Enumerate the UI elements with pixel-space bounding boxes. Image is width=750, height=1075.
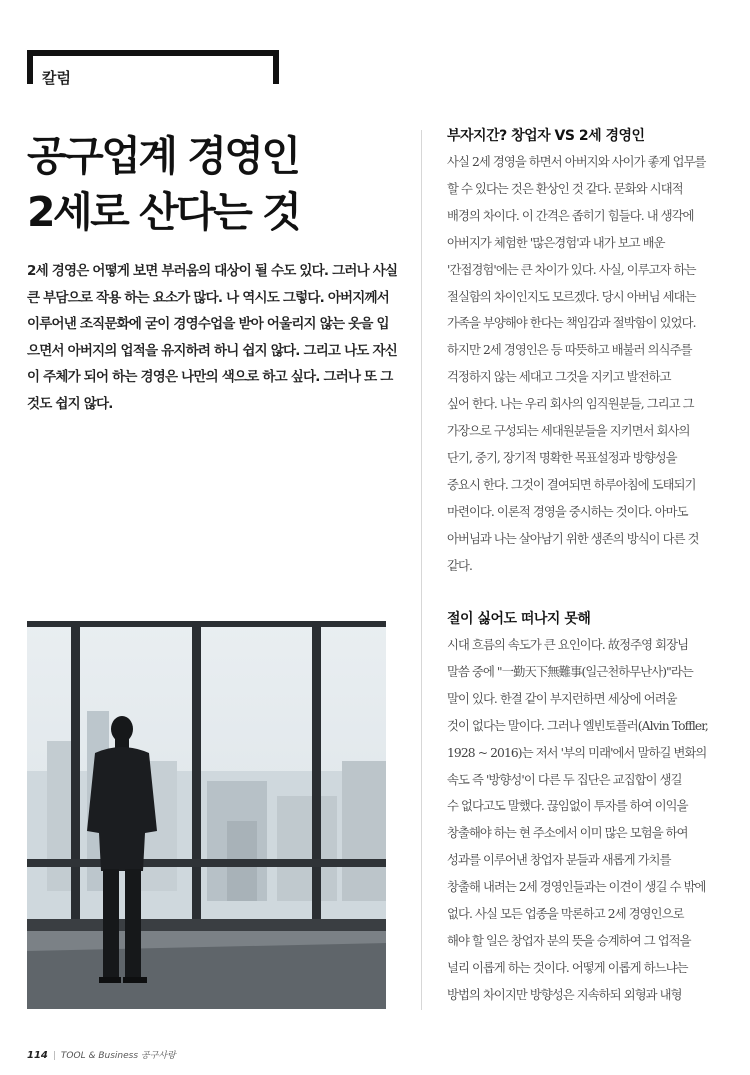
footer-separator: | <box>52 1051 56 1061</box>
section1-line: 가장으로 구성되는 세대원분들을 지키면서 회사의 <box>447 424 690 439</box>
section1-line: 가족을 부양해야 한다는 책임감과 절박함이 있었다. <box>447 316 696 331</box>
section-1-body <box>447 149 732 580</box>
section2-line: 방법의 차이지만 방향성은 지속하되 외형과 내형 <box>447 987 682 1002</box>
section2-line: 1928 ~ 2016)는 저서 '부의 미래'에서 말하길 변화의 <box>447 745 707 760</box>
section-1 <box>447 125 732 580</box>
section2-line: 수 없다고도 말했다. 끊임없이 투자를 하여 이익을 <box>447 799 688 814</box>
section2-line: 널리 이롭게 하는 것이다. 어떻게 이롭게 하느냐는 <box>447 960 688 975</box>
section2-line: 말이 있다. 한결 같이 부지런하면 세상에 어려울 <box>447 691 677 706</box>
section2-line: 해야 할 일은 창업자 분의 뜻을 승계하여 그 업적을 <box>447 933 691 948</box>
page-number: 114 <box>27 1050 48 1061</box>
section-1-heading: 부자지간? 창업자 VS 2세 경영인 <box>447 128 645 144</box>
section1-line: '간접경험'에는 큰 차이가 있다. 사실, 이루고자 하는 <box>447 262 696 277</box>
section1-line: 마련이다. 이론적 경영을 중시하는 것이다. 아마도 <box>447 504 688 519</box>
section1-line: 걱정하지 않는 세대고 그것을 지키고 발전하고 <box>447 370 671 385</box>
column-divider <box>421 130 422 1010</box>
section1-line: 절실함의 차이인지도 모르겠다. 당시 아버님 세대는 <box>447 289 696 304</box>
section1-line: 싶어 한다. 나는 우리 회사의 임직원분들, 그리고 그 <box>447 397 694 412</box>
section2-line: 말씀 중에 "一勤天下無難事(일근천하무난사)"라는 <box>447 664 693 679</box>
magazine-name: TOOL & Business 공구사랑 <box>60 1051 176 1061</box>
section2-line: 성과를 이루어낸 창업자 분들과 새롭게 가치를 <box>447 853 671 868</box>
section1-line: 아버지가 체험한 '많은경험'과 내가 보고 배운 <box>447 235 665 250</box>
section2-line: 속도 즉 '방향성'이 다른 두 집단은 교집합이 생길 <box>447 772 682 787</box>
section1-line: 같다. <box>447 558 472 573</box>
section1-line: 배경의 차이다. 이 간격은 좁히기 힘들다. 내 생각에 <box>447 208 694 223</box>
section1-line: 단기, 중기, 장기적 명확한 목표설정과 방향성을 <box>447 450 677 465</box>
article-title <box>27 128 397 240</box>
section2-line: 창출해 내려는 2세 경영인들과는 이견이 생길 수 밖에 <box>447 880 706 895</box>
section1-line: 아버님과 나는 살아남기 위한 생존의 방식이 다른 것 <box>447 531 699 546</box>
section2-line: 창출해야 하는 현 주소에서 이미 많은 모험을 하여 <box>447 826 688 841</box>
section2-line: 없다. 사실 모든 업종을 막론하고 2세 경영인으로 <box>447 907 684 922</box>
article-title-line-2: 2세로 산다는 것 <box>27 188 300 236</box>
article-title-line-1: 공구업계 경영인 <box>27 132 299 180</box>
section1-line: 하지만 2세 경영인은 등 따뜻하고 배불러 의식주를 <box>447 343 692 358</box>
section1-line: 사실 2세 경영을 하면서 아버지와 사이가 좋게 업무를 <box>447 155 706 169</box>
lead-paragraph: 2세 경영은 어떻게 보면 부러움의 대상이 될 수도 있다. 그러나 사실 큰 부담으로 작용 하는 요소가 많다. 나 역시도 그렇다. 아버지께서 이루어낸 조직문화에 굳이 경영수업을 받아 어울리지 않는 옷을 입으면서 아버지의 업적을 유지하려 하니 쉽지 않다. 그리고 나도 자신이 주체가 되어 하는 경영은 나만의 색으로 하고 싶다. 그러나 또 그것도 쉽지 않다. <box>27 263 398 412</box>
section-2-body <box>447 632 732 1009</box>
section-2-heading: 절이 싫어도 떠나지 못해 <box>447 611 591 627</box>
column-label: 칼럼 <box>42 69 71 87</box>
businessman-window-photo <box>27 621 386 1009</box>
section1-line: 중요시 한다. 그것이 결여되면 하루아침에 도태되기 <box>447 477 696 492</box>
section1-line: 할 수 있다는 것은 환상인 것 같다. 문화와 시대적 <box>447 181 683 196</box>
section-2 <box>447 608 732 1009</box>
section2-line: 시대 흐름의 속도가 큰 요인이다. 故정주영 회장님 <box>447 638 689 652</box>
section2-line: 것이 없다는 말이다. 그러나 엘빈토플러(Alvin Toffler, <box>447 718 708 733</box>
page-footer <box>27 1048 176 1061</box>
